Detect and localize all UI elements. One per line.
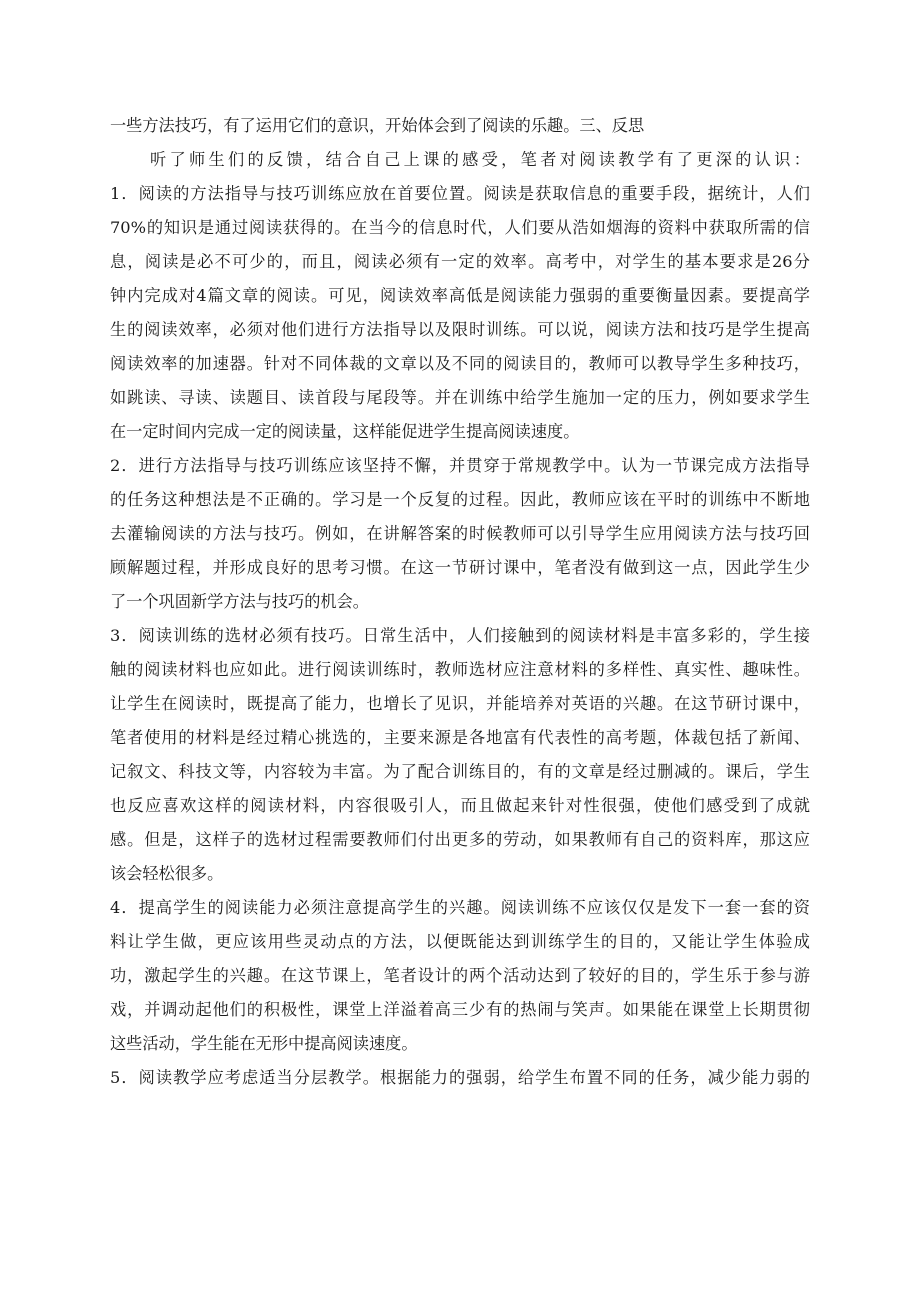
text-line: 顾解题过程，并形成良好的思考习惯。在这一节研讨课中，笔者没有做到这一点，因此学生少 bbox=[110, 558, 810, 577]
text-line: 息，阅读是必不可少的，而且，阅读必须有一定的效率。高考中，对学生的基本要求是26分 bbox=[110, 252, 810, 271]
text-line: 在一定时间内完成一定的阅读量，这样能促进学生提高阅读速度。 bbox=[110, 422, 580, 441]
text-line: 2．进行方法指导与技巧训练应该坚持不懈，并贯穿于常规教学中。认为一节课完成方法指导 bbox=[110, 456, 810, 475]
text-line: 听了师生们的反馈，结合自己上课的感受，笔者对阅读教学有了更深的认识： bbox=[150, 150, 810, 169]
text-line: 4．提高学生的阅读能力必须注意提高学生的兴趣。阅读训练不应该仅仅是发下一套一套的资 bbox=[110, 898, 810, 917]
text-line: 3．阅读训练的选材必须有技巧。日常生活中，人们接触到的阅读材料是丰富多彩的，学生接 bbox=[110, 626, 810, 645]
text-line: 戏，并调动起他们的积极性，课堂上洋溢着高三少有的热闹与笑声。如果能在课堂上长期贯彻 bbox=[110, 1000, 810, 1019]
text-line: 笔者使用的材料是经过精心挑选的，主要来源是各地富有代表性的高考题，体裁包括了新闻、 bbox=[110, 728, 810, 747]
text-line: 钟内完成对4篇文章的阅读。可见，阅读效率高低是阅读能力强弱的重要衡量因素。要提高学 bbox=[110, 286, 810, 305]
text-line: 也反应喜欢这样的阅读材料，内容很吸引人，而且做起来针对性很强，使他们感受到了成就 bbox=[110, 796, 810, 815]
text-line: 1．阅读的方法指导与技巧训练应放在首要位置。阅读是获取信息的重要手段，据统计，人们 bbox=[110, 184, 810, 203]
text-line: 如跳读、寻读、读题目、读首段与尾段等。并在训练中给学生施加一定的压力，例如要求学生 bbox=[110, 388, 810, 407]
text-line: 功，激起学生的兴趣。在这节课上，笔者设计的两个活动达到了较好的目的，学生乐于参与游 bbox=[110, 966, 810, 985]
text-line: 这些活动，学生能在无形中提高阅读速度。 bbox=[110, 1034, 418, 1053]
text-line: 料让学生做，更应该用些灵动点的方法，以便既能达到训练学生的目的，又能让学生体验成 bbox=[110, 932, 810, 951]
text-line: 了一个巩固新学方法与技巧的机会。 bbox=[110, 592, 369, 611]
text-line: 让学生在阅读时，既提高了能力，也增长了见识，并能培养对英语的兴趣。在这节研讨课中， bbox=[110, 694, 810, 713]
text-line: 的任务这种想法是不正确的。学习是一个反复的过程。因此，教师应该在平时的训练中不断地 bbox=[110, 490, 810, 509]
text-line: 生的阅读效率，必须对他们进行方法指导以及限时训练。可以说，阅读方法和技巧是学生提高 bbox=[110, 320, 810, 339]
text-line: 阅读效率的加速器。针对不同体裁的文章以及不同的阅读目的，教师可以教导学生多种技巧， bbox=[110, 354, 810, 373]
text-line: 5．阅读教学应考虑适当分层教学。根据能力的强弱，给学生布置不同的任务，减少能力弱的 bbox=[110, 1068, 810, 1087]
text-line: 触的阅读材料也应如此。进行阅读训练时，教师选材应注意材料的多样性、真实性、趣味性。 bbox=[110, 660, 810, 679]
text-line: 该会轻松很多。 bbox=[110, 864, 224, 883]
text-line: 去灌输阅读的方法与技巧。例如，在讲解答案的时候教师可以引导学生应用阅读方法与技巧回 bbox=[110, 524, 810, 543]
text-line: 一些方法技巧，有了运用它们的意识，开始体会到了阅读的乐趣。三、反思 bbox=[110, 116, 645, 135]
text-line: 记叙文、科技文等，内容较为丰富。为了配合训练目的，有的文章是经过删减的。课后，学生 bbox=[110, 762, 810, 781]
text-line: 感。但是，这样子的选材过程需要教师们付出更多的劳动，如果教师有自己的资料库，那这应 bbox=[110, 830, 810, 849]
text-line: 70%的知识是通过阅读获得的。在当今的信息时代，人们要从浩如烟海的资料中获取所需的信 bbox=[110, 218, 810, 237]
